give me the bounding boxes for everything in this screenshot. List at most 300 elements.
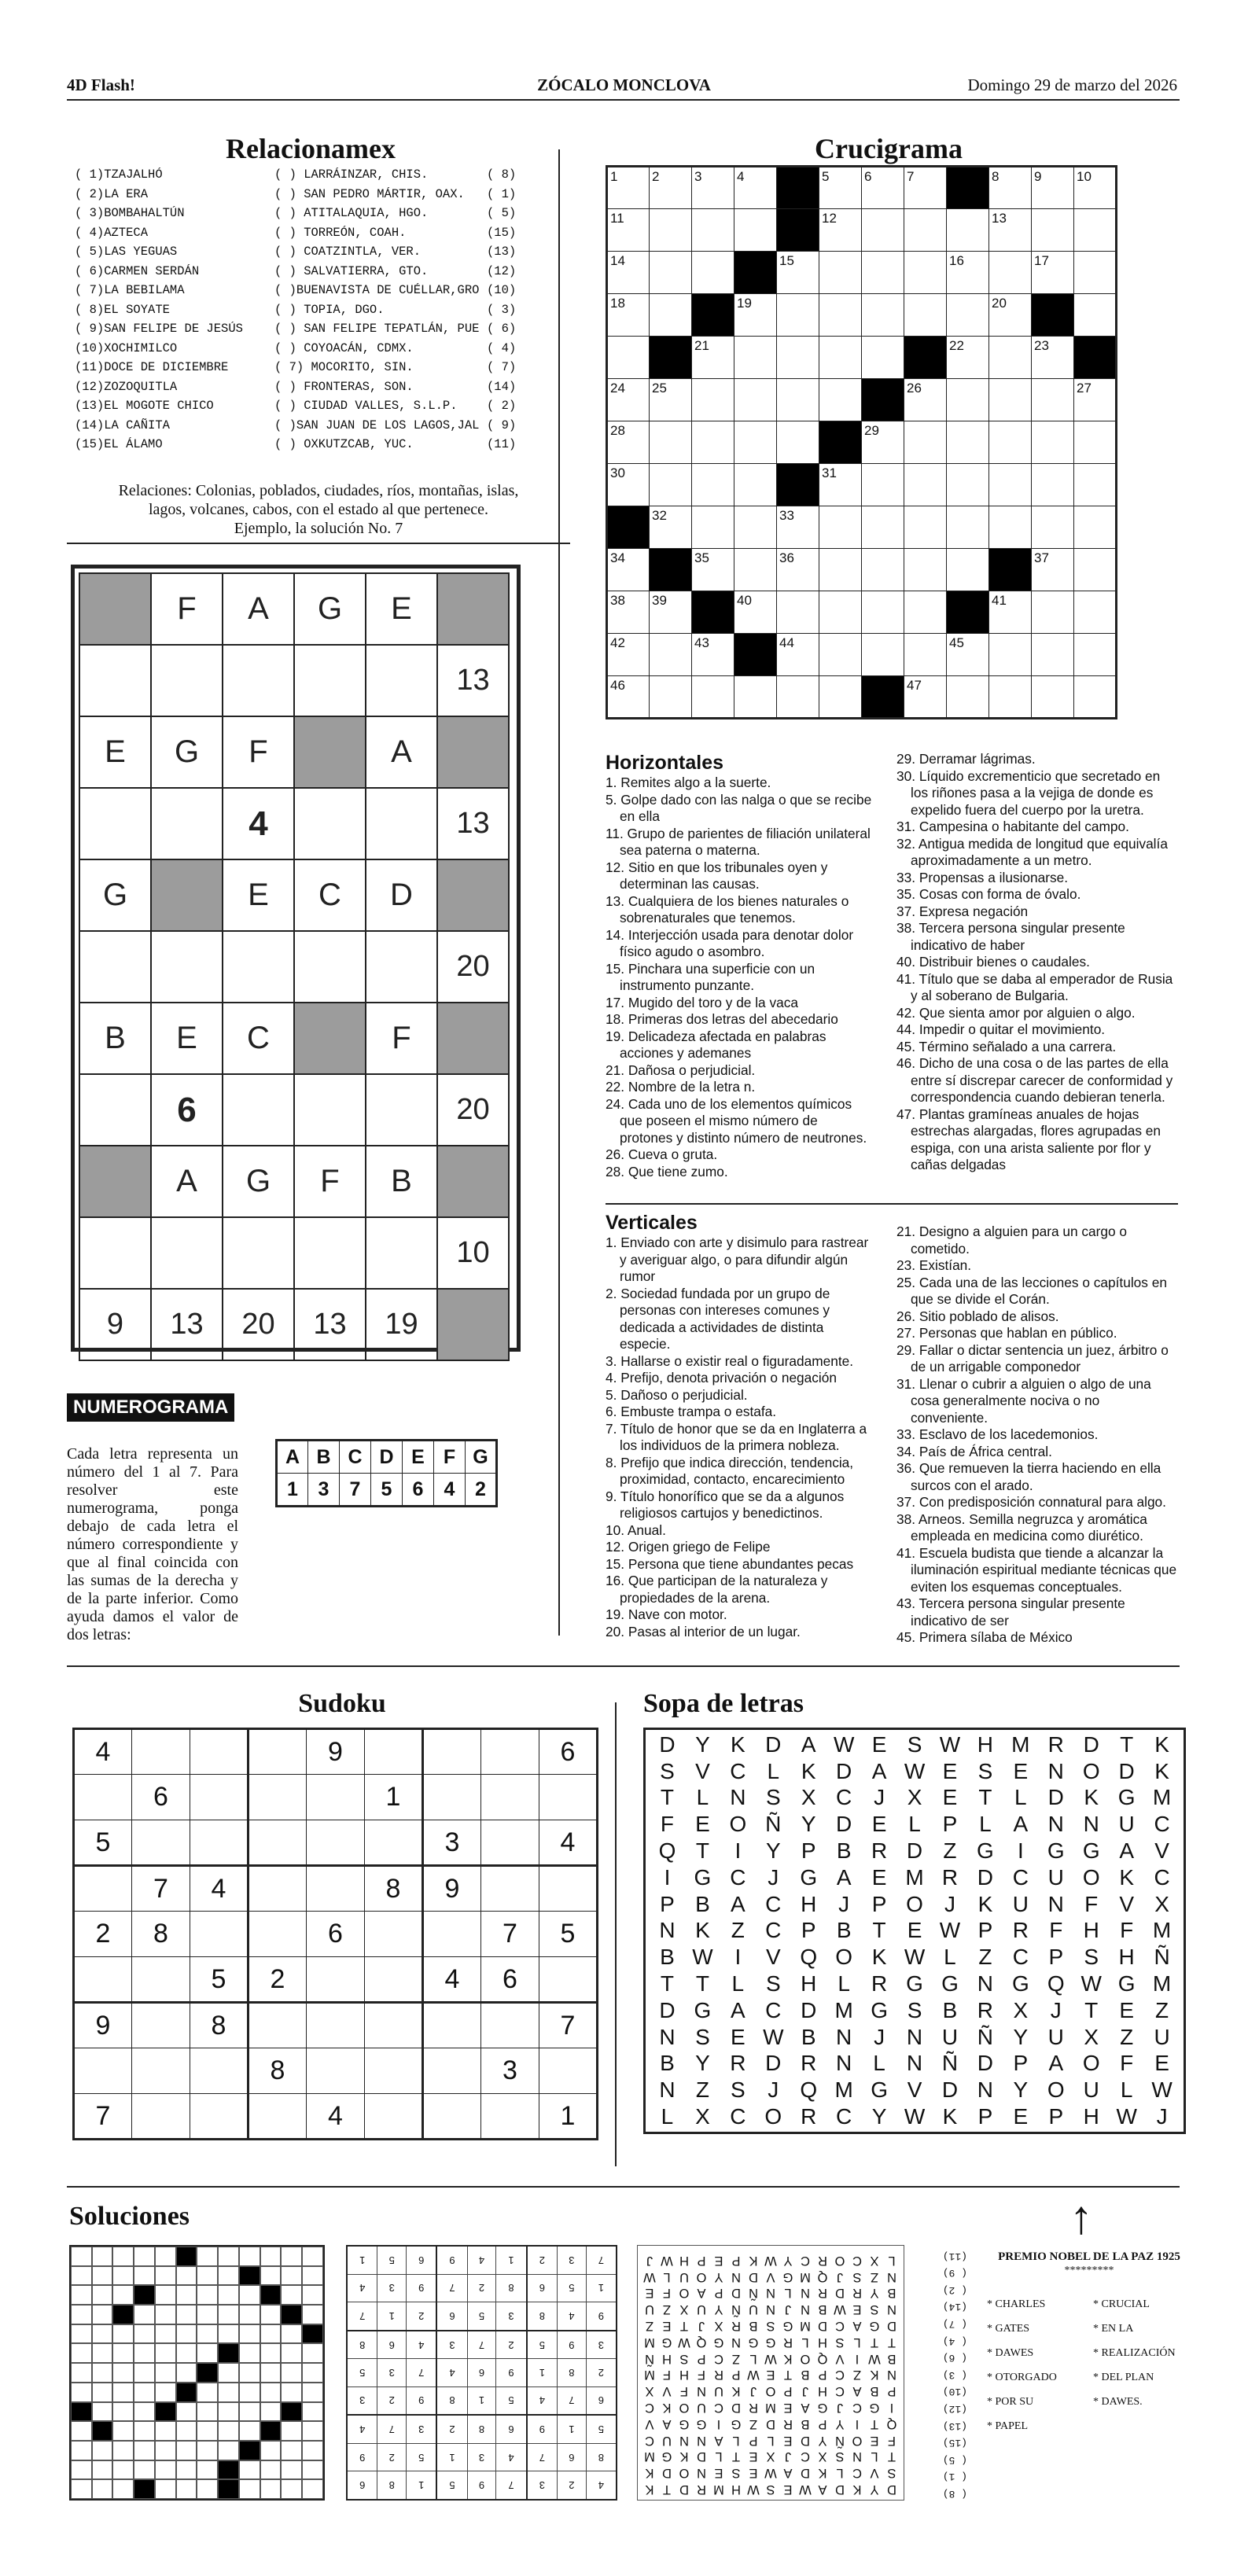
solution-cell [239,2266,260,2286]
solution-cell [155,2324,176,2344]
solution-row [641,2431,900,2448]
sudoku-cell [190,1775,248,1820]
verticales-col1 [606,1211,873,1640]
relacion-item: (12)ZOZOQUITLA [75,379,178,394]
solution-letter: L [749,2351,757,2366]
solution-cell [302,2421,323,2441]
solution-row [641,2300,900,2317]
crossword-cell [692,464,734,506]
crossword-cell: 5 [819,167,862,209]
sudoku-cell [132,1820,190,1866]
solution-letter: Ñ [645,2351,654,2366]
solution-letter: G [869,2401,880,2416]
solution-cell [197,2324,219,2344]
crossword-cell: 1 [607,167,650,209]
solution-letter: Y [783,2253,793,2268]
solution-letter: D [887,2319,896,2334]
sopa-letter: D [1118,1758,1135,1783]
solution-letter: X [714,2319,723,2334]
solution-cell: 3 [377,2359,407,2386]
crossword-cell: 34 [607,549,650,591]
solution-letter: O [765,2384,776,2399]
solution-cell [282,2402,303,2422]
sudoku-row [74,1729,598,1775]
relacion-item: ( 8)EL SOYATE [75,302,170,317]
solution-letter: M [800,2319,811,2334]
solution-letter: G [817,2401,828,2416]
solution-letter: J [801,2384,809,2399]
sopa-letter: D [977,2051,994,2076]
numerograma-cell: 4 [223,788,294,859]
crossword-cell: 43 [692,634,734,676]
clue: 43. Tercera persona singular presente indicativo de ser [896,1595,1125,1628]
solution-cell [282,2343,303,2363]
solution-cell [176,2247,197,2266]
numerograma-cell: G [79,859,151,931]
solution-cell: 2 [586,2359,617,2386]
solution-letter: D [662,2466,672,2481]
solution-letter: L [715,2449,723,2464]
clue: 15. Persona que tiene abundantes pecas [606,1555,854,1572]
crossword-cell: 15 [777,252,819,294]
key-row [277,1474,497,1507]
solution-letter: I [889,2401,894,2416]
newspaper-name: ZÓCALO MONCLOVA [537,75,711,94]
sopa-letter: Q [1047,1971,1065,1996]
solution-cell: 6 [467,2359,496,2386]
crossword-cell [777,167,819,209]
relacion-item: ( 4)AZTECA [75,225,149,240]
solution-cell: 5 [496,2386,527,2415]
crossword-cell [862,676,904,719]
solution-letter: D [749,2269,758,2284]
sopa-letter: J [874,1785,885,1810]
sudoku-cell [481,1866,539,1912]
solution-cell [176,2285,197,2305]
clue: 24. Cada uno de los elementos químicos que poseen el mismo número de protones y distinto número de neutrones. [606,1095,867,1146]
solution-cell [71,2324,92,2344]
sopa-letter: D [977,1864,994,1890]
crossword-cell [1074,252,1117,294]
crossword-cell [1074,634,1117,676]
crossword-cell [862,379,904,421]
solution-cell: 2 [496,2331,527,2359]
sudoku-cell [423,1775,481,1820]
sudoku-cell [132,2003,190,2048]
solution-cell [92,2383,113,2402]
solution-letter: R [852,2286,862,2301]
crossword-cell: 9 [1032,167,1074,209]
crossword-cell: 37 [1032,549,1074,591]
sopa-letter: C [1012,1864,1029,1890]
sopa-letter: S [907,1997,922,2022]
sopa-letter: L [944,1945,956,1970]
sopa-letter: T [978,1785,992,1810]
premio-title: PREMIO NOBEL DE LA PAZ 1925 [998,2250,1180,2263]
sudoku-title: Sudoku [298,1689,386,1718]
solution-cell: 9 [407,2386,437,2415]
solution-letter: S [766,2482,775,2497]
numerograma-cell: 20 [223,1289,294,1360]
solution-letter: D [801,2466,810,2481]
crossword-cell [862,549,904,591]
solution-letter: W [678,2335,690,2350]
solution-letter: W [764,2253,777,2268]
solution-cell [302,2305,323,2324]
sopa-letter: U [1047,1864,1064,1890]
numerograma-cell: 10 [437,1217,509,1289]
crossword-cell [904,634,947,676]
solution-cell: 4 [407,2331,437,2359]
solution-letter: X [766,2449,775,2464]
solution-cell [92,2479,113,2499]
numerograma-cell [366,931,437,1003]
solution-cell [282,2324,303,2344]
solution-cell: 8 [436,2386,467,2415]
sopa-letter: G [906,1971,923,1996]
sopa-letter: J [944,1891,955,1916]
sopa-letter: N [906,2051,923,2076]
solution-cell [197,2343,219,2363]
sopa-letter: C [765,1997,782,2022]
solution-cell [92,2363,113,2383]
crossword-grid [606,165,1117,719]
sopa-letter: Y [695,1731,710,1757]
crossword-cell [734,209,777,252]
relacion-place: ( )SAN JUAN DE LOS LAGOS,JAL [274,418,480,432]
sopa-letter: F [1120,1918,1134,1943]
solution-letter: D [835,2286,845,2301]
solution-cell [260,2363,282,2383]
solution-cell [282,2247,303,2266]
sopa-letter: M [834,2077,853,2103]
solution-cell [282,2460,303,2480]
sudoku-cell [423,1729,481,1775]
sopa-letter: W [1116,2104,1137,2129]
crossword-cell [650,294,692,337]
numerograma-cell [223,1217,294,1289]
solution-cell: 2 [467,2274,496,2302]
horizontales-col2 [896,751,1178,1174]
solution-row [347,2415,617,2443]
solution-cell [239,2460,260,2480]
numerograma-cell: D [366,859,437,931]
sopa-letter: I [734,1838,742,1864]
sopa-letter: L [979,1812,992,1837]
clue: 33. Esclavo de los lacedemonios. [896,1426,1099,1442]
crossword-cell [1032,294,1074,337]
solution-cell: 5 [407,2444,437,2471]
sopa-letter: E [1013,2104,1029,2129]
relacion-answer: ( 9) [487,418,517,432]
sopa-letter: K [1084,1785,1099,1810]
sopa-letter: A [731,1997,745,2022]
sopa-letter: Ñ [977,2024,994,2049]
solution-cell: 7 [377,2415,407,2443]
sudoku-cell [539,1866,598,1912]
solution-row [347,2302,617,2330]
crossword-cell [904,591,947,634]
note-line: lagos, volcanes, cabos, con el estado al que pertenece. [148,501,489,518]
solution-cell [155,2479,176,2499]
solution-letter: B [801,2416,810,2431]
crossword-cell [777,421,819,464]
solution-letter: J [646,2253,653,2268]
solution-cell [134,2343,155,2363]
solution-letter: C [714,2401,723,2416]
solution-letter: K [783,2351,793,2366]
crossword-row [607,464,1117,506]
sopa-letter: N [1047,1758,1064,1783]
solution-cell [282,2266,303,2286]
crossword-cell [989,634,1032,676]
solution-cell [282,2285,303,2305]
sopa-letter: S [765,1971,781,1996]
solution-cell: 6 [347,2471,377,2500]
sopa-letter: C [836,2104,852,2129]
crossword-cell [862,209,904,252]
crossword-cell [1074,549,1117,591]
verticales-col2 [896,1224,1178,1647]
solution-cell: 7 [467,2331,496,2359]
solution-cell [197,2285,219,2305]
crossword-row [607,676,1117,719]
sopa-letter: J [768,1864,779,1890]
solution-answer: (11) [942,2250,967,2262]
sopa-letter: G [1117,1785,1136,1810]
sopa-letter: W [904,2104,926,2129]
solution-letter: P [731,2368,741,2383]
sudoku-row [74,1820,598,1866]
solution-letter: I [855,2351,860,2366]
numerograma-cell [437,859,509,931]
solution-cell: 6 [527,2274,558,2302]
relacion-item: (10)XOCHIMILCO [75,340,178,355]
solution-row [641,2268,900,2284]
crossword-cell [904,506,947,549]
key-cell: 6 [403,1474,434,1507]
sopa-letter: U [1118,1812,1135,1837]
solution-cell [71,2402,92,2422]
solution-letter: G [869,2319,880,2334]
solution-letter: U [749,2302,758,2317]
sopa-letter: Z [978,1945,992,1970]
solution-cell [282,2305,303,2324]
numerograma-cell [151,645,223,716]
crossword-cell [734,252,777,294]
sopa-letter: K [695,1918,710,1943]
relacion-answer: (15) [487,225,517,240]
numerograma-row [79,1217,509,1289]
sopa-letter: O [1082,1864,1100,1890]
solution-cell [218,2363,239,2383]
crossword-cell: 24 [607,379,650,421]
solution-cell [71,2479,92,2499]
sudoku-cell: 4 [423,1957,481,2003]
solution-row [641,2464,900,2480]
sudoku-cell [190,2048,248,2094]
relacion-item: (11)DOCE DE DICIEMBRE [75,360,229,375]
column-rule [615,1702,617,2166]
crossword-cell [1074,294,1117,337]
numerograma-cell: 20 [437,931,509,1003]
solution-letter: D [679,2482,689,2497]
solution-letter: C [852,2466,862,2481]
crossword-cell [989,549,1032,591]
solution-letter: C [835,2384,845,2399]
sopa-letter: M [1152,1785,1172,1810]
solution-letter: H [731,2482,741,2497]
sopa-letter: J [1156,2104,1168,2129]
solution-letter: D [766,2416,775,2431]
solution-letter: M [800,2269,811,2284]
numerograma-cell [79,1217,151,1289]
sopa-letter: E [1119,1997,1134,2022]
solution-cell: 7 [558,2386,587,2415]
solution-letter: P [714,2286,723,2301]
sudoku-row [74,1775,598,1820]
sudoku-cell [365,2094,423,2140]
solution-cell [71,2460,92,2480]
solution-letter: H [818,2384,827,2399]
sopa-letter: V [1154,1838,1169,1864]
solution-row [347,2331,617,2359]
clue: 4. Prefijo, denota privación o negación [606,1370,837,1386]
solution-letter: A [662,2416,672,2431]
solution-letter: B [870,2384,879,2399]
solution-cell [113,2247,134,2266]
numerograma-cell: 19 [366,1289,437,1360]
clue: 12. Sitio en que los tribunales oyen y determinan las causas. [606,859,828,892]
solution-cell [197,2363,219,2383]
sopa-letter: G [1047,1838,1065,1864]
solution-cell: 1 [586,2274,617,2302]
solution-answer: ( 3) [942,2368,967,2381]
solution-cell: 9 [407,2274,437,2302]
solution-cell [71,2363,92,2383]
sopa-letter: O [906,1891,923,1916]
crossword-cell [607,506,650,549]
solution-row [641,2398,900,2415]
crossword-cell [1074,676,1117,719]
solution-cell [71,2343,92,2363]
premio-word: * GATES [987,2323,1030,2335]
sudoku-cell: 2 [248,1957,307,2003]
crossword-cell: 27 [1074,379,1117,421]
sopa-letter: W [1151,2077,1173,2103]
crossword-cell: 18 [607,294,650,337]
clue: 41. Título que se daba al emperador de Rusia y al soberano de Bulgaria. [896,970,1173,1003]
solution-letter: Ñ [835,2433,845,2448]
solution-cell [302,2343,323,2363]
solution-cell: 3 [496,2302,527,2330]
sopa-letter: S [695,2024,710,2049]
crossword-cell: 22 [947,337,989,379]
solution-answer: ( 9) [942,2267,967,2280]
sudoku-cell [74,1866,132,1912]
crossword-cell: 36 [777,549,819,591]
numerograma-cell: F [223,716,294,788]
solution-cell [92,2285,113,2305]
solution-letter: O [852,2433,863,2448]
relacionamex-notes [67,481,570,538]
solution-letter: P [749,2433,758,2448]
solution-letter: P [697,2351,706,2366]
solution-cell [134,2247,155,2266]
solution-cell: 6 [377,2331,407,2359]
sudoku-cell: 6 [132,1775,190,1820]
clue: 17. Mugido del toro y de la vaca [606,994,798,1010]
numerograma-cell [151,788,223,859]
solution-letter: C [801,2253,810,2268]
clue: 26. Sitio poblado de alisos. [896,1308,1059,1324]
sopa-letter: G [694,1997,712,2022]
solution-letter: G [748,2335,759,2350]
solution-letter: N [697,2433,706,2448]
solution-cell [92,2402,113,2422]
crossword-cell [819,506,862,549]
relacion-item: ( 9)SAN FELIPE DE JESÚS [75,322,243,337]
sopa-letter: L [908,1812,921,1837]
relacion-place: ( ) FRONTERAS, SON. [274,379,414,394]
solution-letter: K [749,2253,758,2268]
solution-cell [71,2285,92,2305]
sopa-letter: W [904,1945,926,1970]
premio-word: * REALIZACIÓN [1093,2347,1176,2359]
sudoku-cell: 6 [307,1912,365,1957]
sopa-letter: A [836,1864,852,1890]
sopa-letter: A [871,1758,887,1783]
numerograma-cell: E [79,716,151,788]
solution-cell [92,2266,113,2286]
sopa-letter: U [1012,1891,1029,1916]
solution-cell [197,2305,219,2324]
solution-letter: T [887,2449,896,2464]
solution-letter: T [783,2368,793,2383]
solution-letter: K [852,2482,862,2497]
sopa-letter: E [871,1864,887,1890]
sudoku-cell: 4 [74,1729,132,1775]
sudoku-cell: 9 [307,1729,365,1775]
solution-cell: 1 [496,2246,527,2274]
numerograma-cell [79,1074,151,1146]
solution-letter: S [766,2319,775,2334]
clue: 45. Término señalado a una carrera. [896,1038,1117,1054]
solution-cell [176,2305,197,2324]
sopa-letter: C [1012,1945,1029,1970]
solution-cell [176,2363,197,2383]
sopa-letter: E [1154,2051,1169,2076]
sopa-letter: D [941,2077,959,2103]
solution-cell [71,2305,92,2324]
solution-letter: V [662,2384,672,2399]
relacion-row [75,377,578,397]
sopa-letter: I [734,1945,742,1970]
numerograma-cell [151,1217,223,1289]
solution-letter: Q [817,2351,828,2366]
sopa-letter: N [906,2024,923,2049]
solution-letter: A [783,2466,793,2481]
sopa-letter: Q [800,1945,818,1970]
solution-cell [113,2305,134,2324]
sopa-letter: S [660,1758,675,1783]
solution-cell: 3 [377,2274,407,2302]
sudoku-cell: 7 [481,1912,539,1957]
sopa-letter: C [1154,1812,1170,1837]
solution-cell [260,2421,282,2441]
solution-cell: 8 [467,2415,496,2443]
crossword-cell [692,591,734,634]
